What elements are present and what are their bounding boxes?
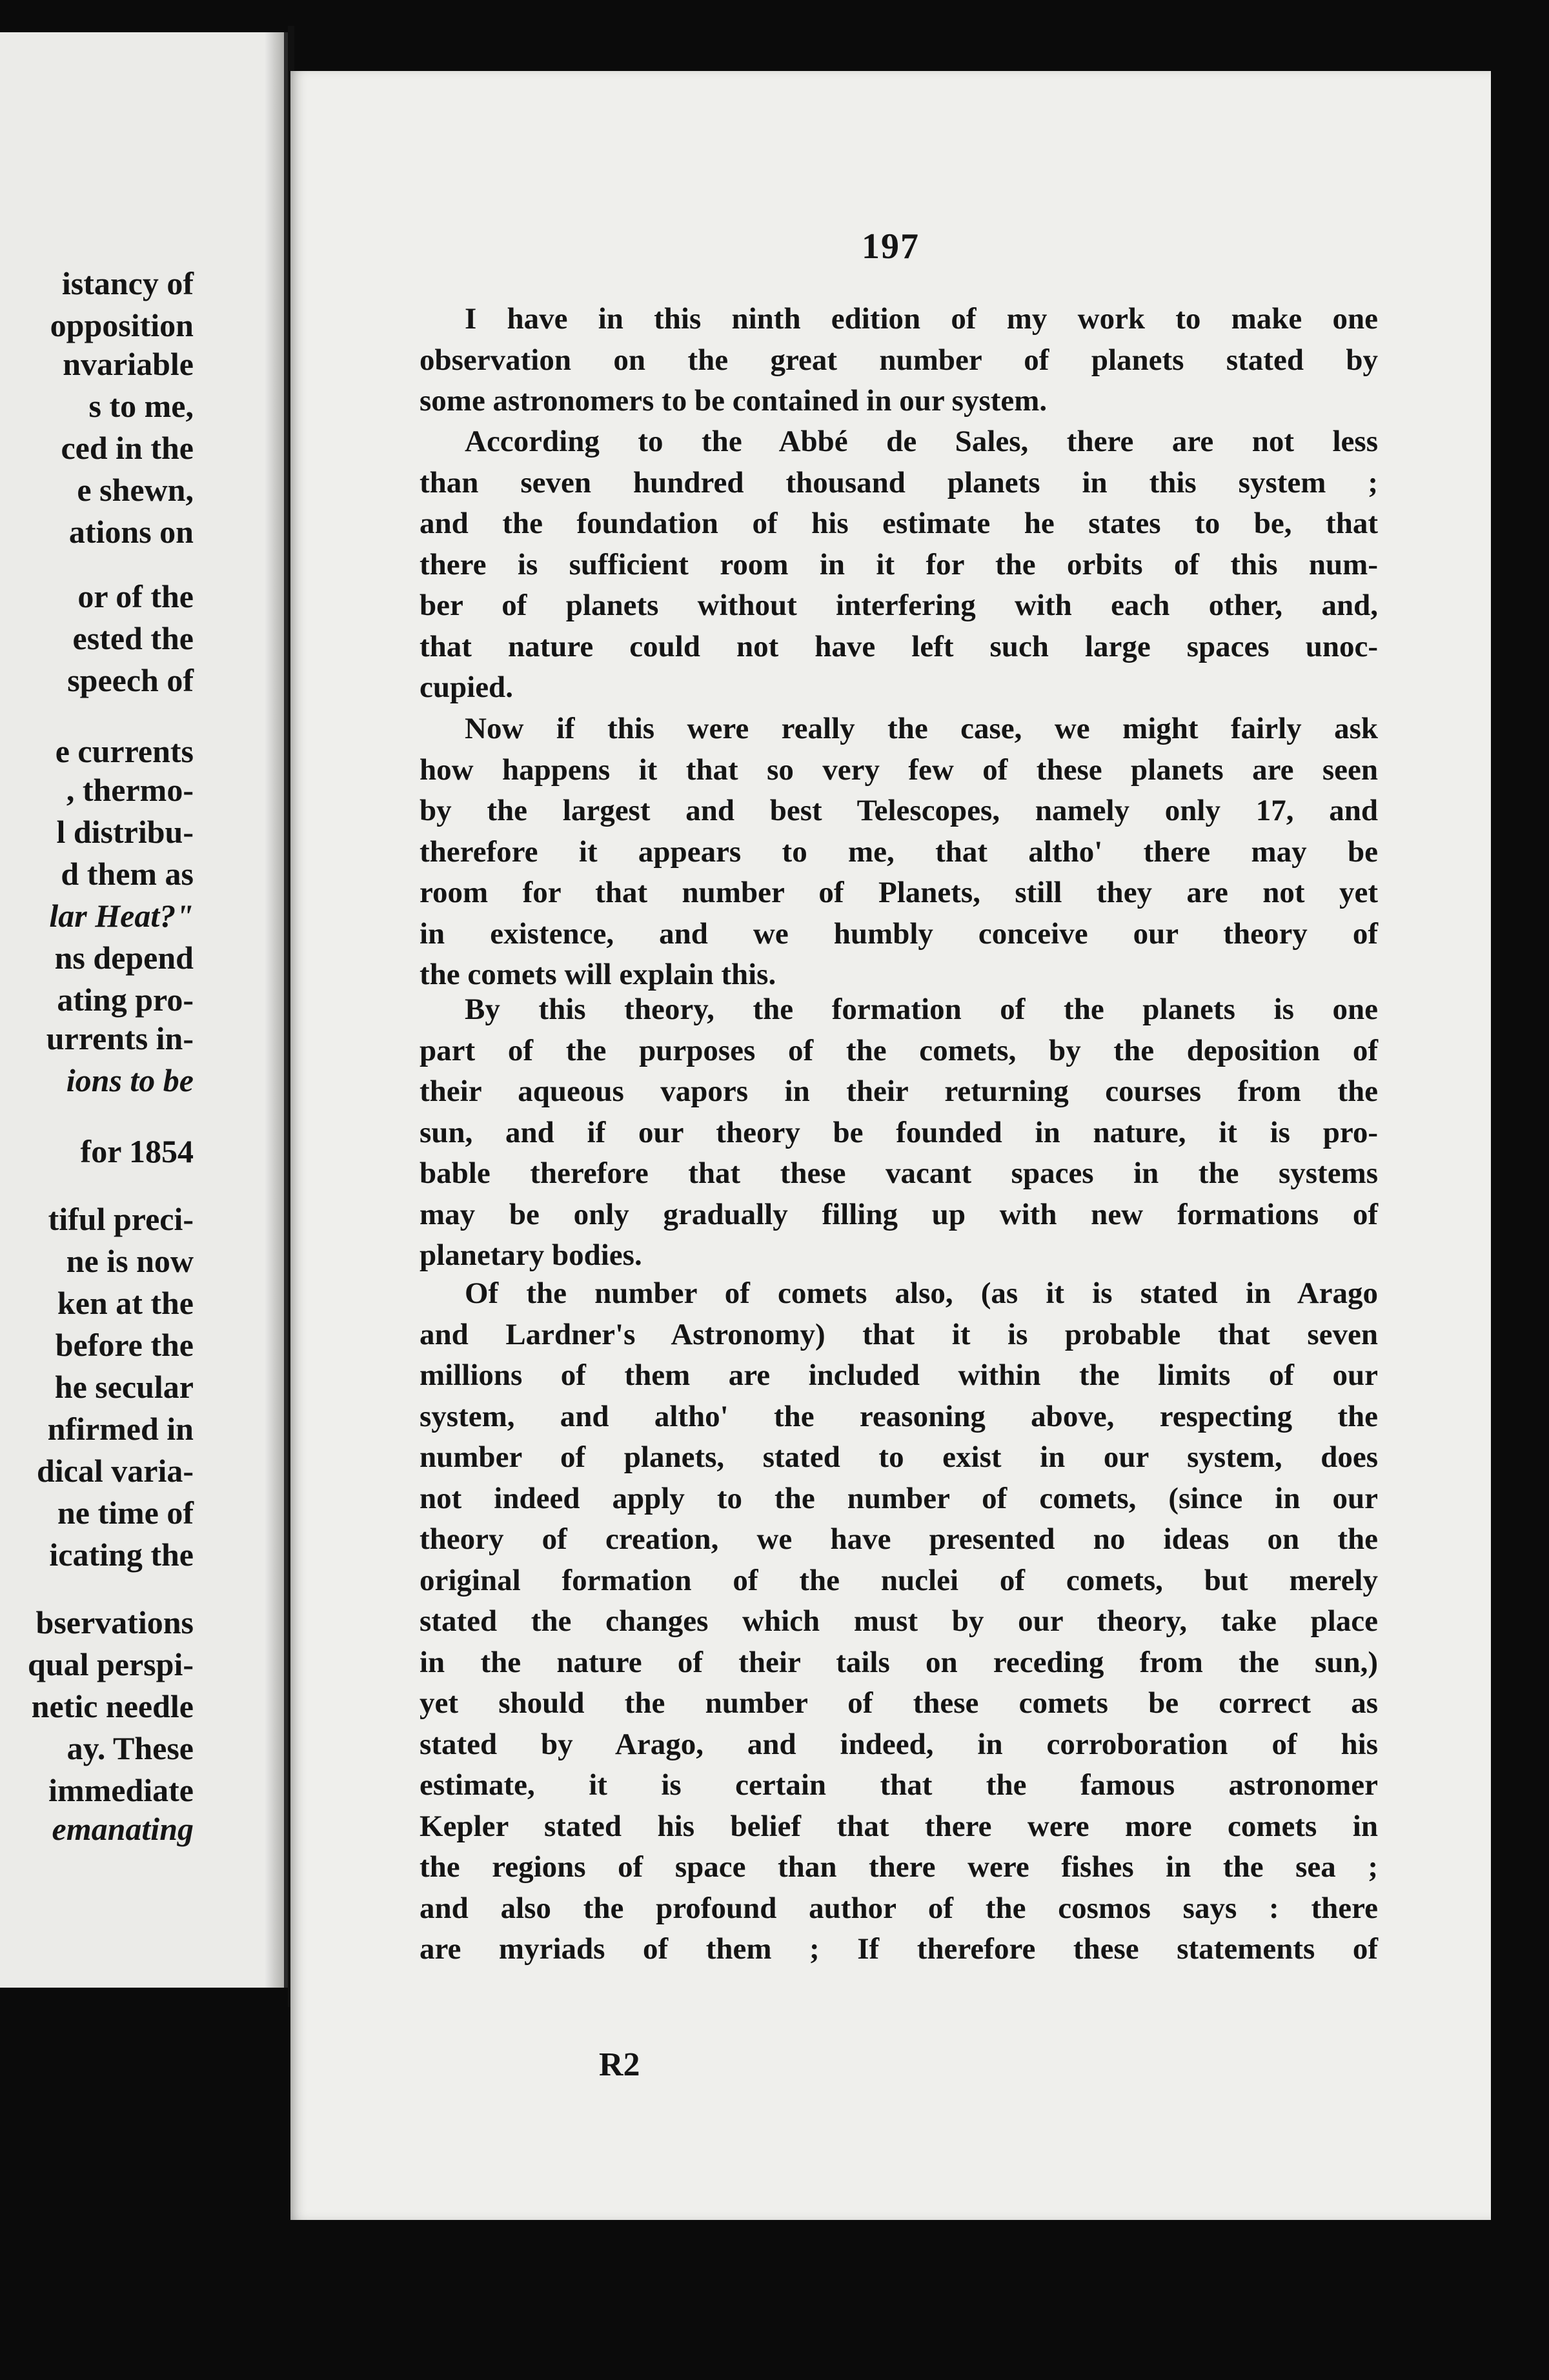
left-page-line: speech of: [67, 662, 194, 698]
text-line: According to the Abbé de Sales, there are not less: [465, 425, 1378, 458]
left-page-line: e currents: [55, 733, 194, 769]
text-line: room for that number of Planets, still they are not yet: [420, 876, 1378, 909]
text-line: planetary bodies.: [420, 1238, 642, 1272]
left-page-line: ced in the: [61, 430, 194, 466]
text-line: I have in this ninth edition of my work to make one: [465, 302, 1378, 336]
text-line: and the foundation of his estimate he states to be, that: [420, 507, 1378, 540]
text-line: estimate, it is certain that the famous astronomer: [420, 1768, 1378, 1802]
left-page-line: icating the: [49, 1537, 194, 1573]
left-page-line: qual perspi-: [27, 1646, 194, 1682]
text-line: by the largest and best Telescopes, namely only 17, and: [420, 794, 1378, 827]
text-line: therefore it appears to me, that altho' there may be: [420, 834, 1378, 869]
text-line: bable therefore that these vacant spaces in the systems: [420, 1156, 1378, 1190]
left-page-line: istancy of: [61, 265, 194, 301]
text-line: and Lardner's Astronomy) that it is probable that seven: [420, 1317, 1378, 1351]
left-page-line: opposition: [50, 307, 194, 343]
left-page-line: e shewn,: [77, 472, 194, 508]
text-line: By this theory, the formation of the planets is one: [465, 993, 1378, 1026]
left-page-line: ne is now: [66, 1243, 194, 1279]
left-page-line: netic needle: [31, 1688, 194, 1724]
text-line: Now if this were really the case, we might fairly ask: [465, 712, 1378, 745]
text-line: theory of creation, we have presented no ideas on the: [420, 1522, 1378, 1556]
left-page-line: ions to be: [66, 1062, 194, 1098]
text-line: there is sufficient room in it for the orbits of this num-: [420, 547, 1378, 581]
left-page-line: dical varia-: [36, 1453, 194, 1489]
text-line: original formation of the nuclei of comets, but merely: [420, 1563, 1378, 1597]
left-facing-page: [0, 32, 288, 1988]
text-line: ber of planets without interfering with each other, and,: [420, 589, 1378, 622]
left-page-line: for 1854: [80, 1133, 194, 1169]
left-page-line: he secular: [54, 1369, 194, 1405]
left-page-line: or of the: [77, 578, 194, 614]
text-line: that nature could not have left such large spaces unoc-: [420, 629, 1378, 663]
text-line: their aqueous vapors in their returning courses from the: [420, 1074, 1378, 1108]
text-line: than seven hundred thousand planets in this system ;: [420, 465, 1378, 499]
left-page-line: immediate: [48, 1772, 194, 1808]
text-line: not indeed apply to the number of comets, (since in our: [420, 1481, 1378, 1515]
text-line: are myriads of them ; If therefore these statements of: [420, 1932, 1378, 1966]
text-line: sun, and if our theory be founded in nature, it is pro-: [420, 1115, 1378, 1149]
left-page-line: ne time of: [57, 1495, 194, 1531]
page-number: 197: [862, 227, 920, 267]
text-line: Kepler stated his belief that there were more comets in: [420, 1809, 1378, 1843]
left-page-line: urrents in-: [46, 1020, 194, 1056]
text-line: how happens it that so very few of these planets are seen: [420, 752, 1378, 787]
text-line: yet should the number of these comets be correct as: [420, 1686, 1378, 1720]
left-page-line: ns depend: [54, 940, 194, 976]
signature-mark: R2: [599, 2046, 640, 2083]
text-line: the regions of space than there were fishes in the sea ;: [420, 1850, 1378, 1884]
left-page-line: ating pro-: [57, 982, 194, 1018]
left-page-line: before the: [55, 1327, 194, 1363]
left-page-line: nfirmed in: [47, 1411, 194, 1447]
text-line: Of the number of comets also, (as it is stated in Arago: [465, 1276, 1378, 1310]
left-page-line: ay. These: [66, 1730, 194, 1766]
text-line: in existence, and we humbly conceive our theory of: [420, 916, 1378, 951]
left-page-line: tiful preci-: [48, 1201, 194, 1237]
text-line: number of planets, stated to exist in our system, does: [420, 1440, 1378, 1474]
left-page-line: , thermo-: [66, 772, 194, 808]
text-line: observation on the great number of planets stated by: [420, 343, 1378, 377]
left-page-line: nvariable: [63, 346, 194, 382]
text-line: some astronomers to be contained in our system.: [420, 384, 1048, 418]
left-page-line: s to me,: [88, 388, 194, 424]
text-line: millions of them are included within the limits of our: [420, 1358, 1378, 1392]
left-page-line: lar Heat?": [49, 898, 194, 934]
left-page-line: emanating: [52, 1811, 194, 1847]
text-line: in the nature of their tails on receding from the sun,): [420, 1645, 1378, 1679]
text-line: may be only gradually filling up with new formations of: [420, 1197, 1378, 1231]
left-page-line: d them as: [61, 856, 194, 892]
left-page-line: ations on: [68, 514, 194, 550]
text-line: stated the changes which must by our theory, take place: [420, 1604, 1378, 1638]
left-page-line: bservations: [35, 1604, 194, 1640]
text-line: and also the profound author of the cosmos says : there: [420, 1891, 1378, 1925]
text-line: part of the purposes of the comets, by the deposition of: [420, 1033, 1378, 1067]
text-line: cupied.: [420, 671, 513, 704]
left-page-line: ken at the: [57, 1285, 194, 1321]
text-line: system, and altho' the reasoning above, respecting the: [420, 1399, 1378, 1433]
text-line: the comets will explain this.: [420, 958, 776, 991]
text-line: stated by Arago, and indeed, in corroboration of his: [420, 1727, 1378, 1761]
left-page-line: l distribu-: [56, 814, 194, 850]
left-page-line: ested the: [72, 620, 194, 656]
book-page: [290, 71, 1491, 2220]
